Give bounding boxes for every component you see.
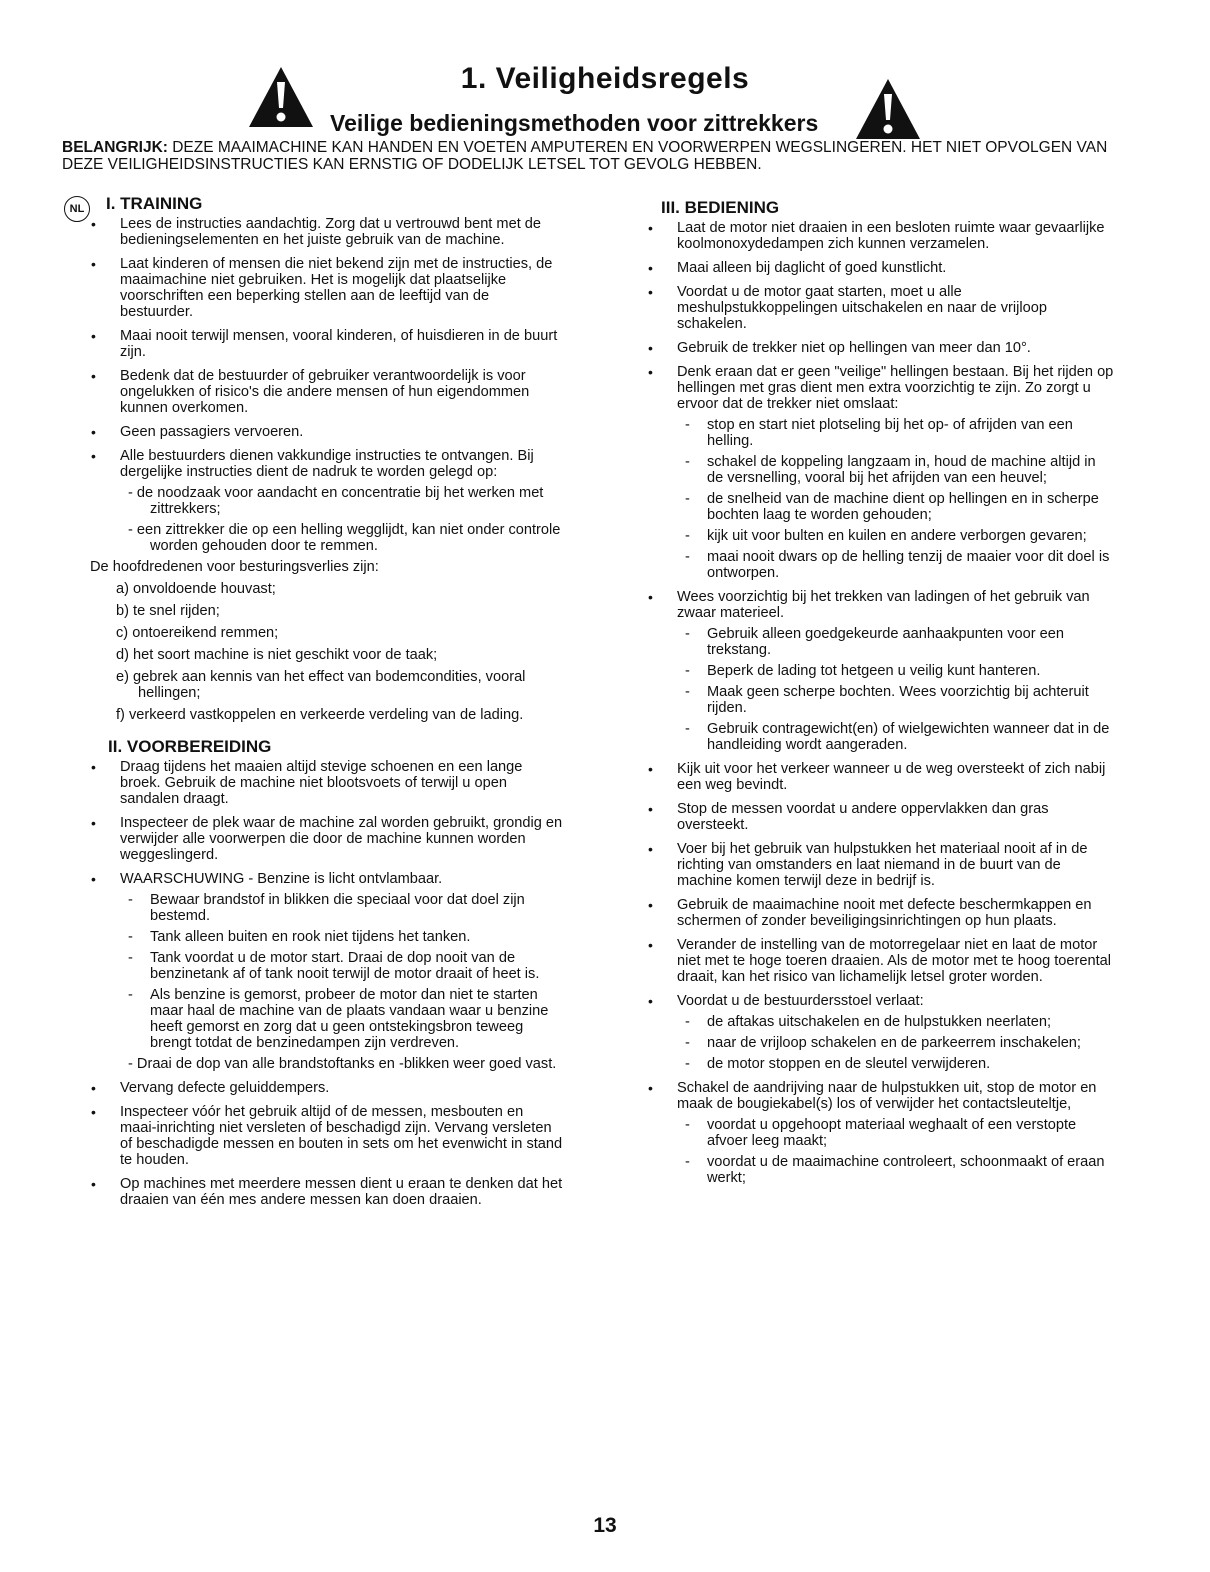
- list-item: • Laat de motor niet draaien in een besloten ruimte waar gevaarlijke koolmonoxydedampen zich kunnen verzamelen.: [645, 220, 1115, 252]
- sub-item: - stop en start niet plotseling bij het op- of afrijden van een helling.: [685, 417, 1073, 449]
- bediening-list: [645, 220, 1115, 412]
- sub-item: - een zittrekker die op een helling wegglijdt, kan niet onder controle worden gehouden door te remmen.: [128, 522, 561, 554]
- sub-item: - voordat u opgehoopt materiaal weghaalt of een verstopte afvoer leeg maakt;: [685, 1117, 1077, 1149]
- list-item: b) te snel rijden;: [116, 603, 220, 619]
- list-item: a) onvoldoende houvast;: [116, 581, 276, 597]
- sub-item: - Tank voordat u de motor start. Draai de dop nooit van de benzinetank af of tank nooit terwijl de motor draait of heet is.: [128, 950, 540, 982]
- sub-item: - de snelheid van de machine dient op hellingen en in scherpe bochten laag te worden gehouden;: [685, 491, 1099, 523]
- list-item: • Vervang defecte geluiddempers.: [88, 1080, 563, 1096]
- bediening-list-trekken: [645, 589, 1115, 621]
- sub-item: - schakel de koppeling langzaam in, houd de machine altijd in de versnelling, vooral bij het afrijden van een heuvel;: [685, 454, 1096, 486]
- list-item: • Voer bij het gebruik van hulpstukken het materiaal nooit af in de richting van omstanders en laat niemand in de buurt van de machine komen terwijl deze in bedrijf is.: [645, 841, 1115, 889]
- list-item: • Wees voorzichtig bij het trekken van ladingen of het gebruik van zwaar materieel.: [645, 589, 1115, 621]
- sub-item: - Beperk de lading tot hetgeen u veilig kunt hanteren.: [685, 663, 1041, 679]
- list-item: • Voordat u de motor gaat starten, moet u alle meshulpstukkoppelingen uitschakelen en naar de vrijloop schakelen.: [645, 284, 1115, 332]
- list-item: • Inspecteer vóór het gebruik altijd of de messen, mesbouten en maai-inrichting niet versleten of beschadigd zijn. Vervang versleten of beschadigde messen en bouten in sets om het evenwicht in stand te houden.: [88, 1104, 563, 1168]
- sub-item: - de noodzaak voor aandacht en concentratie bij het werken met zittrekkers;: [128, 485, 544, 517]
- sub-item: - Draai de dop van alle brandstoftanks en -blikken weer goed vast.: [128, 1056, 557, 1072]
- sub-item: - de aftakas uitschakelen en de hulpstukken neerlaten;: [685, 1014, 1052, 1030]
- sub-item: - Gebruik alleen goedgekeurde aanhaakpunten voor een trekstang.: [685, 626, 1065, 658]
- page-subtitle: Veilige bedieningsmethoden voor zittrekkers: [330, 110, 819, 136]
- sub-item: - maai nooit dwars op de helling tenzij de maaier voor dit doel is ontworpen.: [685, 549, 1110, 581]
- bediening-list-2: [645, 761, 1115, 1009]
- list-item: • Alle bestuurders dienen vakkundige instructies te ontvangen. Bij dergelijke instructies dient de nadruk te worden gelegd op:: [88, 448, 563, 480]
- list-item: d) het soort machine is niet geschikt voor de taak;: [116, 647, 438, 663]
- list-item: • Voordat u de bestuurdersstoel verlaat:: [645, 993, 1115, 1009]
- voorbereiding-list-2: [88, 1080, 563, 1208]
- sub-item: - de motor stoppen en de sleutel verwijderen.: [685, 1056, 991, 1072]
- section-heading-bediening: III. BEDIENING: [661, 198, 780, 217]
- list-item: • Stop de messen voordat u andere oppervlakken dan gras oversteekt.: [645, 801, 1115, 833]
- right-column: [645, 200, 1115, 1191]
- sub-item: - Als benzine is gemorst, probeer de motor dan niet te starten maar haal de machine van de plaats vandaan waar u benzine heeft gemorst en zorg dat u geen ontstekingsbron teweeg brengt totdat de benzinedampen zijn verdreven.: [128, 987, 549, 1051]
- sub-item: - Gebruik contragewicht(en) of wielgewichten wanneer dat in de handleiding wordt aangeraden.: [685, 721, 1110, 753]
- list-item: e) gebrek aan kennis van het effect van bodemcondities, vooral hellingen;: [116, 669, 526, 701]
- page-number: 13: [593, 1514, 617, 1537]
- sub-item: - naar de vrijloop schakelen en de parkeerrem inschakelen;: [685, 1035, 1081, 1051]
- list-item: • Inspecteer de plek waar de machine zal worden gebruikt, grondig en verwijder alle voorwerpen die door de machine kunnen worden weggeslingerd.: [88, 815, 563, 863]
- training-list: [88, 216, 563, 480]
- list-item: f) verkeerd vastkoppelen en verkeerde verdeling van de lading.: [116, 707, 524, 723]
- list-item: • Maai nooit terwijl mensen, vooral kinderen, of huisdieren in de buurt zijn.: [88, 328, 563, 360]
- sub-item: - Tank alleen buiten en rook niet tijdens het tanken.: [128, 929, 471, 945]
- language-badge: NL: [64, 196, 90, 222]
- section-heading-voorbereiding: II. VOORBEREIDING: [108, 737, 272, 756]
- sub-item: - kijk uit voor bulten en kuilen en andere verborgen gevaren;: [685, 528, 1087, 544]
- section-heading-training: I. TRAINING: [106, 194, 203, 213]
- list-item: • Gebruik de maaimachine nooit met defecte beschermkappen en schermen of zonder beveiligingsinrichtingen op hun plaats.: [645, 897, 1115, 929]
- list-item: • Denk eraan dat er geen "veilige" hellingen bestaan. Bij het rijden op hellingen met gras dient men extra voorzichtig te zijn. Zo zorgt u ervoor dat de trekker niet omslaat:: [645, 364, 1115, 412]
- list-item: • Lees de instructies aandachtig. Zorg dat u vertrouwd bent met de bedieningselementen en het juiste gebruik van de machine.: [88, 216, 563, 248]
- important-label: BELANGRIJK:: [62, 139, 168, 156]
- list-item: • Laat kinderen of mensen die niet bekend zijn met de instructies, de maaimachine niet gebruiken. Het is mogelijk dat plaatselijke voorschriften een beperking stellen aan de leeftijd van de bestuurder.: [88, 256, 563, 320]
- list-item: • Gebruik de trekker niet op hellingen van meer dan 10°.: [645, 340, 1115, 356]
- important-notice: [62, 139, 1122, 173]
- sub-item: - Bewaar brandstof in blikken die speciaal voor dat doel zijn bestemd.: [128, 892, 525, 924]
- important-text: DEZE MAAIMACHINE KAN HANDEN EN VOETEN AMPUTEREN EN VOORWERPEN WEGSLINGEREN. HET NIET OPVOLGEN VAN DEZE VEILIGHEIDSINSTRUCTIES KAN ERNSTIG OF DODELIJK LETSEL TOT GEVOLG HEBBEN.: [62, 139, 1108, 173]
- voorbereiding-list: [88, 759, 563, 887]
- list-item: • Kijk uit voor het verkeer wanneer u de weg oversteekt of zich nabij een weg bevindt.: [645, 761, 1115, 793]
- page-title: 1. Veiligheidsregels: [460, 62, 750, 95]
- left-column: [88, 196, 563, 1216]
- causes-list: [88, 581, 563, 723]
- warning-triangle-icon: [854, 76, 922, 142]
- list-item: c) ontoereikend remmen;: [116, 625, 279, 641]
- list-item: • WAARSCHUWING - Benzine is licht ontvlambaar.: [88, 871, 563, 887]
- sub-item: - Maak geen scherpe bochten. Wees voorzichtig bij achteruit rijden.: [685, 684, 1089, 716]
- sub-item: - voordat u de maaimachine controleert, schoonmaakt of eraan werkt;: [685, 1154, 1105, 1186]
- list-item: • Draag tijdens het maaien altijd stevige schoenen en een lange broek. Gebruik de machine niet blootsvoets of terwijl u open sandalen draagt.: [88, 759, 563, 807]
- list-item: • Maai alleen bij daglicht of goed kunstlicht.: [645, 260, 1115, 276]
- bediening-list-schakel: [645, 1080, 1115, 1112]
- list-item: • Geen passagiers vervoeren.: [88, 424, 563, 440]
- causes-intro: De hoofdredenen voor besturingsverlies zijn:: [90, 559, 379, 575]
- list-item: • Schakel de aandrijving naar de hulpstukken uit, stop de motor en maak de bougiekabel(s) los of verwijder het contactsleuteltje,: [645, 1080, 1115, 1112]
- list-item: • Bedenk dat de bestuurder of gebruiker verantwoordelijk is voor ongelukken of risico's die andere mensen of hun eigendommen kunnen overkomen.: [88, 368, 563, 416]
- list-item: • Verander de instelling van de motorregelaar niet en laat de motor niet met te hoge toeren draaien. Als de motor met te hoog toerental draait, kan het risico van lichamelijk letsel groter worden.: [645, 937, 1115, 985]
- list-item: • Op machines met meerdere messen dient u eraan te denken dat het draaien van één mes andere messen kan doen draaien.: [88, 1176, 563, 1208]
